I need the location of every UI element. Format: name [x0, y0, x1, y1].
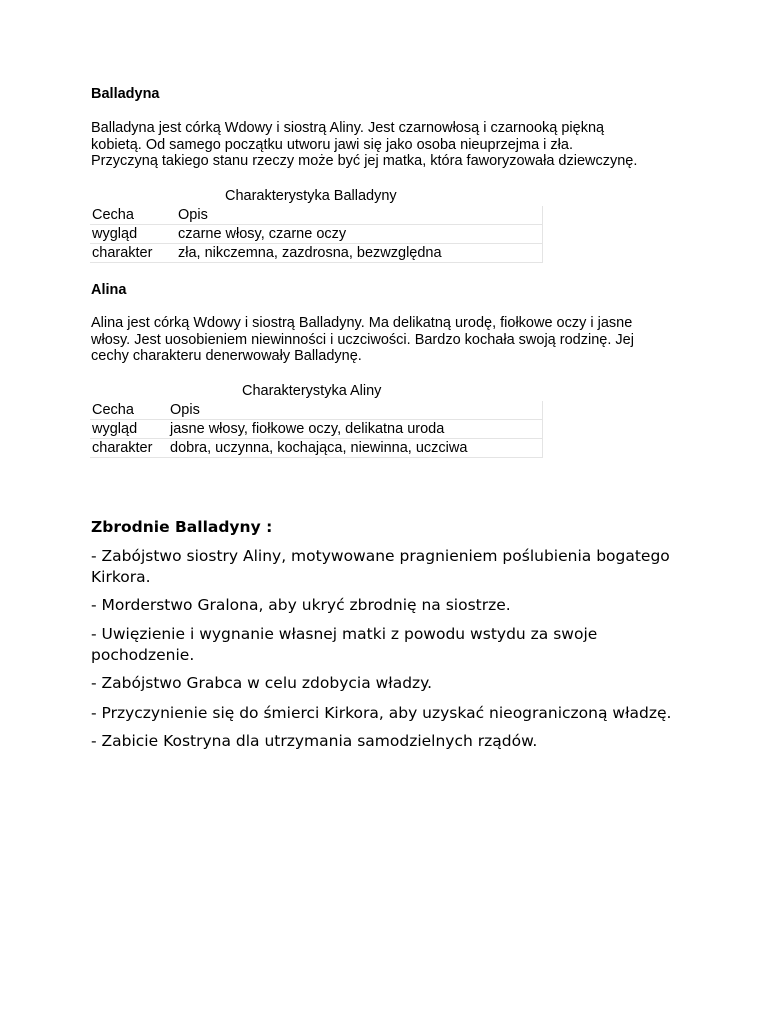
- balladyna-characteristics-table: [90, 206, 543, 263]
- table-header-row: [90, 206, 543, 225]
- alina-heading: Alina: [91, 282, 127, 298]
- crime-line: - Uwięzienie i wygnanie własnej matki z powodu wstydu za swoje: [91, 625, 598, 643]
- table-header-cell: Opis: [176, 206, 543, 225]
- alina-characteristics-table: [90, 401, 543, 458]
- crime-line: - Zabójstwo Grabca w celu zdobycia władzy.: [91, 674, 433, 692]
- crimes-heading: Zbrodnie Balladyny :: [91, 518, 273, 536]
- balladyna-paragraph-line: Przyczyną takiego stanu rzeczy może być jej matka, która faworyzowała dziewczynę.: [91, 153, 638, 169]
- table-cell: zła, nikczemna, zazdrosna, bezwzględna: [176, 244, 543, 263]
- table-row: [90, 225, 543, 244]
- alina-paragraph-line: włosy. Jest uosobieniem niewinności i uczciwości. Bardzo kochała swoją rodzinę. Jej: [91, 331, 634, 348]
- crime-list-item: [91, 703, 691, 724]
- crime-line: - Zabójstwo siostry Aliny, motywowane pragnieniem poślubienia bogatego: [91, 547, 670, 565]
- crime-line: - Zabicie Kostryna dla utrzymania samodzielnych rządów.: [91, 732, 538, 750]
- alina-paragraph-line: cechy charakteru denerwowały Balladynę.: [91, 348, 362, 364]
- table-header-cell: Cecha: [90, 206, 176, 225]
- table-header-cell: Cecha: [90, 401, 168, 420]
- table-row: [90, 244, 543, 263]
- crime-line: pochodzenie.: [91, 645, 195, 664]
- crime-list-item: [91, 546, 691, 587]
- alina-paragraph: [91, 315, 691, 365]
- crime-list-item: [91, 624, 691, 665]
- balladyna-paragraph-line: kobietą. Od samego początku utworu jawi się jako osoba nieuprzejma i zła.: [91, 136, 573, 153]
- crime-list-item: [91, 673, 691, 694]
- table-cell: charakter: [90, 244, 176, 263]
- crime-list-item: [91, 731, 691, 752]
- balladyna-paragraph-line: Balladyna jest córką Wdowy i siostrą Aliny. Jest czarnowłosą i czarnooką piękną: [91, 120, 605, 136]
- table-header-cell: Opis: [168, 401, 543, 420]
- crime-line: Kirkora.: [91, 567, 151, 586]
- alina-paragraph-line: Alina jest córką Wdowy i siostrą Balladyny. Ma delikatną urodę, fiołkowe oczy i jasne: [91, 315, 633, 331]
- table-cell: wygląd: [90, 420, 168, 439]
- table-cell: wygląd: [90, 225, 176, 244]
- crime-line: - Morderstwo Gralona, aby ukryć zbrodnię na siostrze.: [91, 596, 511, 614]
- crime-line: - Przyczynienie się do śmierci Kirkora, aby uzyskać nieograniczoną władzę.: [91, 704, 672, 722]
- table-cell: charakter: [90, 439, 168, 458]
- balladyna-table-caption: Charakterystyka Balladyny: [225, 188, 397, 204]
- table-row: [90, 439, 543, 458]
- table-cell: jasne włosy, fiołkowe oczy, delikatna uroda: [168, 420, 543, 439]
- table-cell: dobra, uczynna, kochająca, niewinna, uczciwa: [168, 439, 543, 458]
- alina-table-caption: Charakterystyka Aliny: [242, 383, 382, 399]
- crime-list-item: [91, 595, 691, 616]
- table-header-row: [90, 401, 543, 420]
- balladyna-heading: Balladyna: [91, 86, 160, 102]
- table-row: [90, 420, 543, 439]
- table-cell: czarne włosy, czarne oczy: [176, 225, 543, 244]
- balladyna-paragraph: [91, 120, 691, 170]
